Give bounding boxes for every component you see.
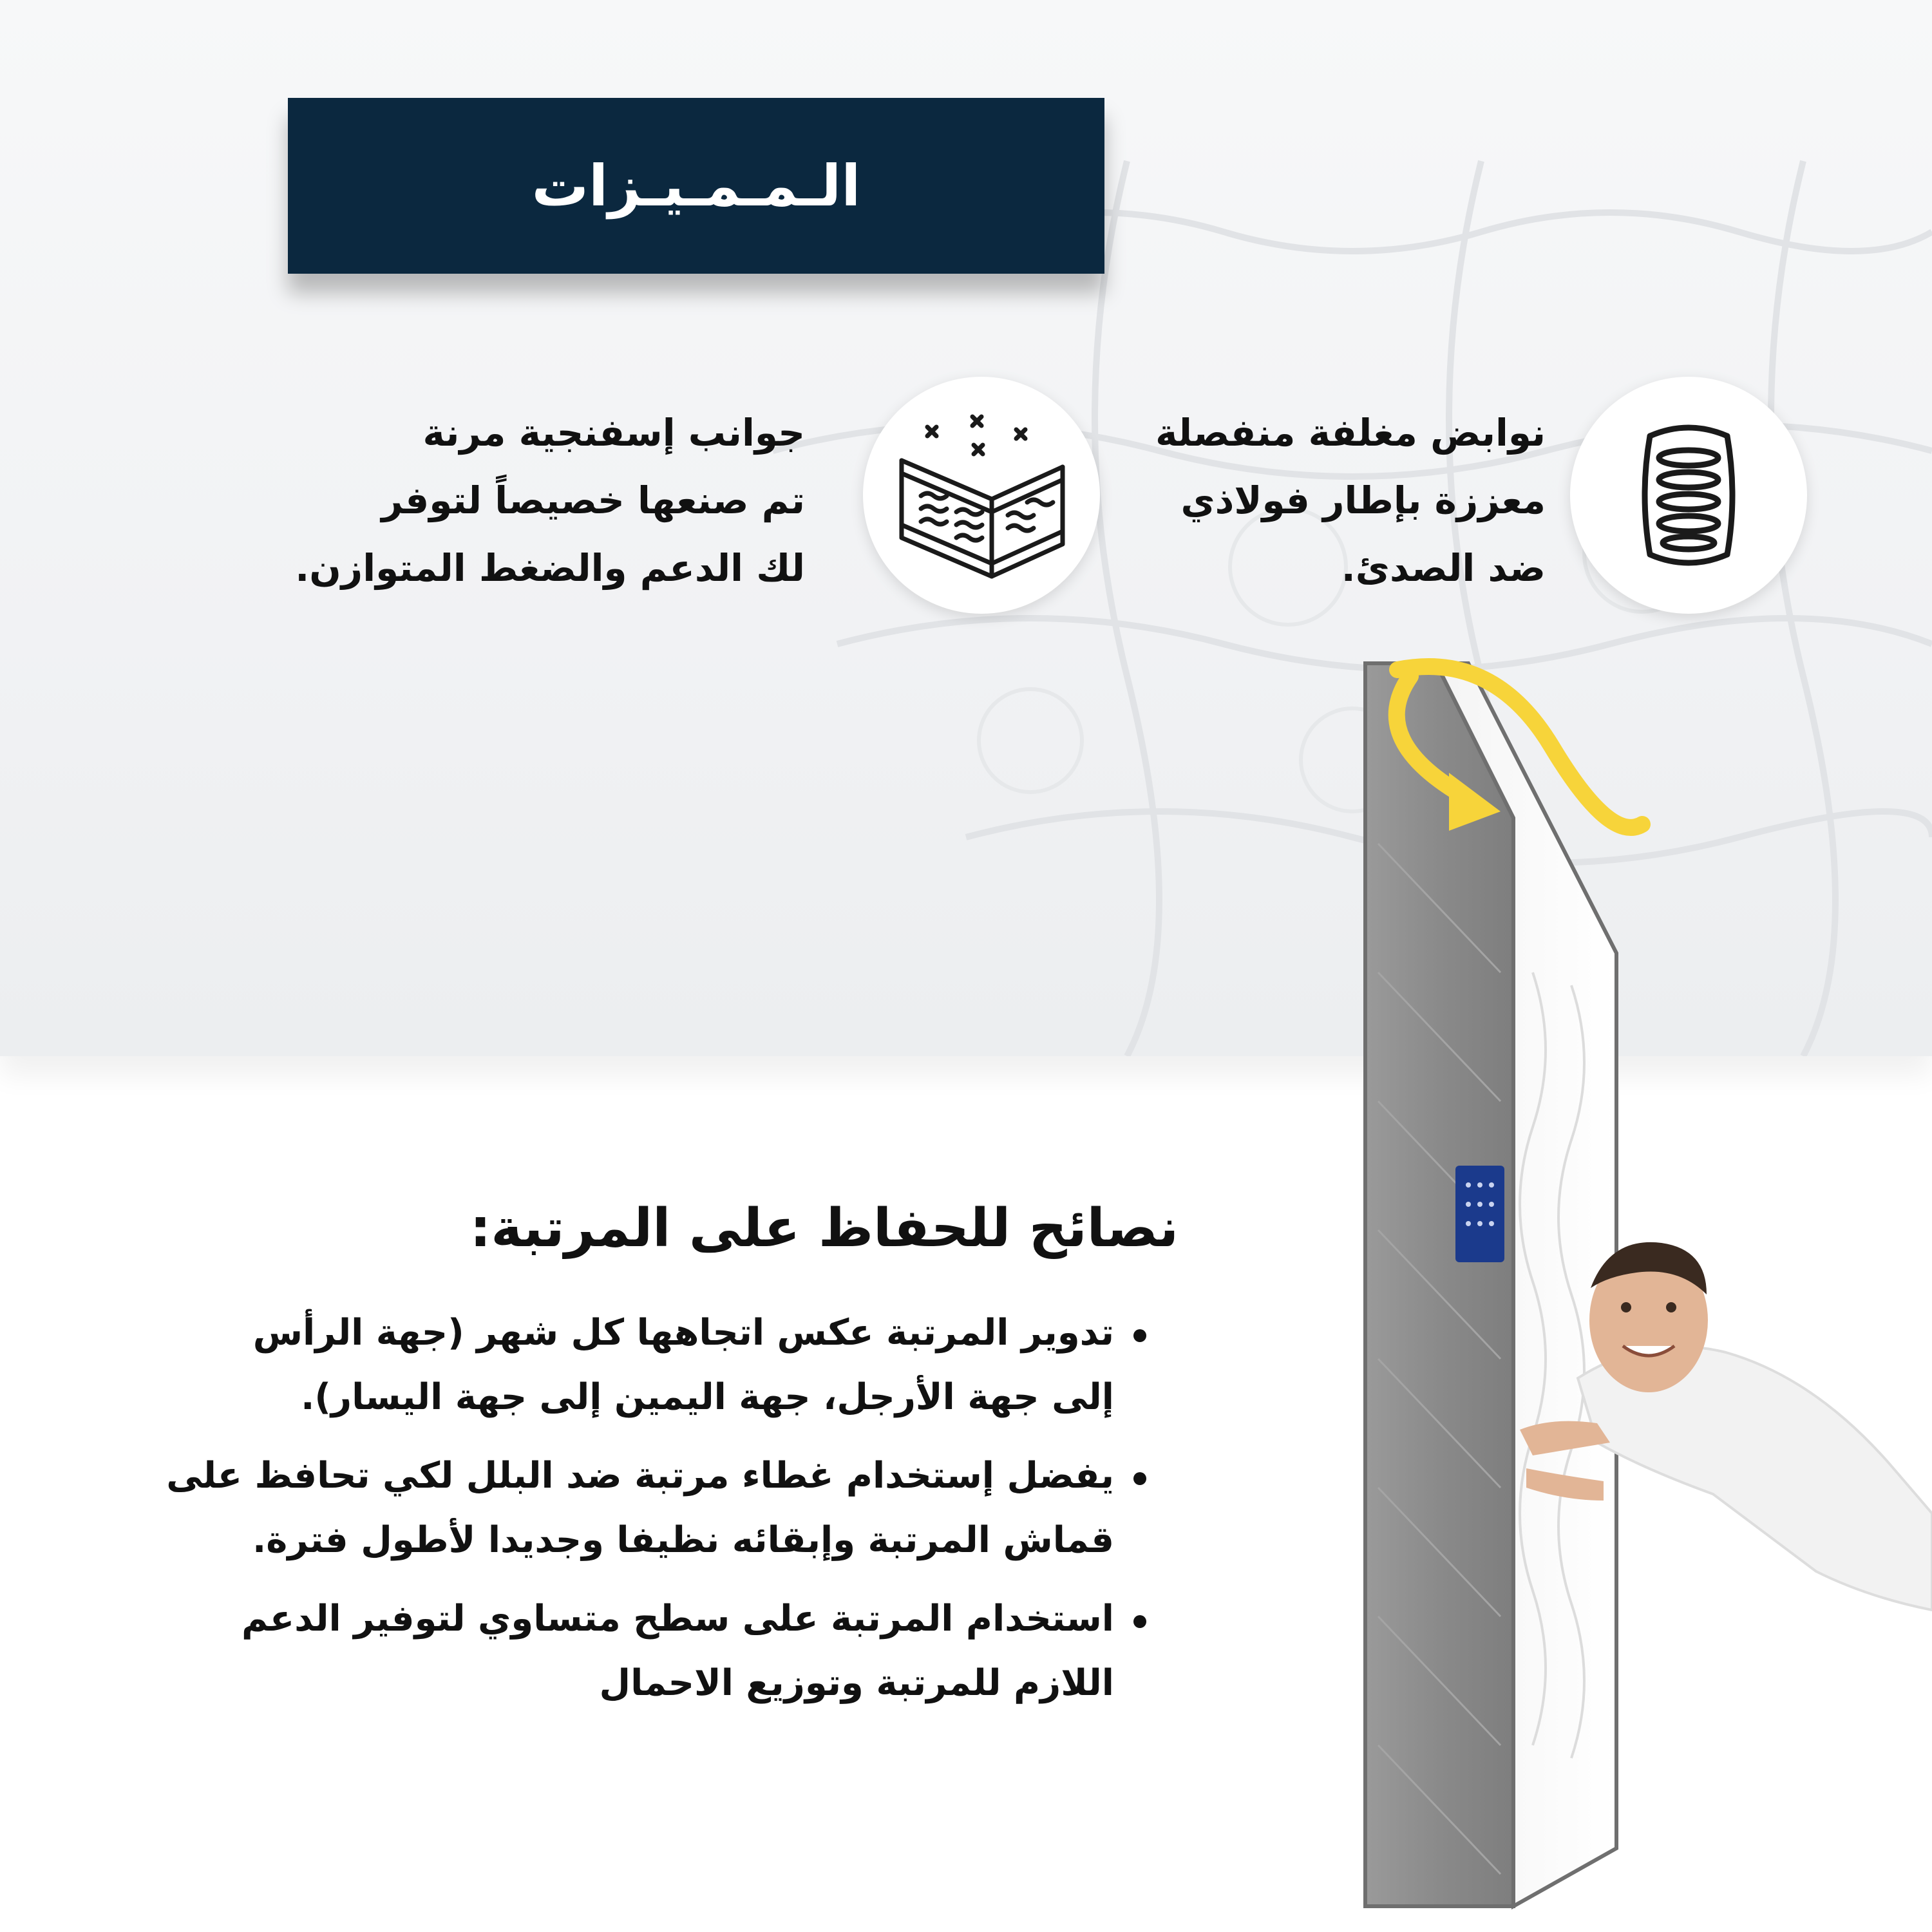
feature-line: لك الدعم والضغط المتوازن.	[295, 546, 805, 590]
tip-line: إلى جهة الأرجل، جهة اليمين إلى جهة اليسار).	[301, 1376, 1114, 1418]
man-pushing-mattress-photo	[1481, 1211, 1932, 1662]
tip-line: قماش المرتبة وإبقائه نظيفا وجديدا لأطول فترة.	[252, 1519, 1114, 1561]
care-tips-title: نصائح للحفاظ على المرتبة:	[469, 1198, 1179, 1259]
feature-line: جوانب إسفنجية مرنة	[422, 411, 805, 455]
mattress-layers-icon	[863, 377, 1100, 614]
spring-feature-text	[1056, 399, 1546, 602]
feature-line: معززة بإطار فولاذي	[1180, 478, 1546, 522]
tip-line: تدوير المرتبة عكس اتجاهها كل شهر (جهة الرأس	[252, 1312, 1114, 1354]
spring-coil-icon	[1570, 377, 1807, 614]
foam-feature-text	[232, 399, 805, 602]
care-tip-item	[213, 1587, 1146, 1716]
tip-line: اللازم للمرتبة وتوزيع الاحمال	[599, 1662, 1114, 1704]
features-title-banner	[288, 98, 1104, 274]
tip-line: يفضل إستخدام غطاء مرتبة ضد البلل لكي تحافظ على	[166, 1455, 1114, 1497]
tip-line: استخدام المرتبة على سطح متساوي لتوفير الدعم	[241, 1598, 1114, 1640]
feature-line: ضد الصدئ.	[1341, 546, 1546, 590]
spring-feature-icon-circle	[1570, 377, 1807, 614]
foam-feature-icon-circle	[863, 377, 1100, 614]
features-title: الـمـمـيـزات	[531, 153, 861, 219]
feature-line: تم صنعها خصيصاً لتوفر	[381, 478, 805, 522]
care-tip-item	[213, 1301, 1146, 1430]
feature-line: نوابض مغلفة منفصلة	[1155, 411, 1546, 455]
care-tips-list	[166, 1301, 1146, 1730]
care-tip-item	[166, 1444, 1146, 1573]
